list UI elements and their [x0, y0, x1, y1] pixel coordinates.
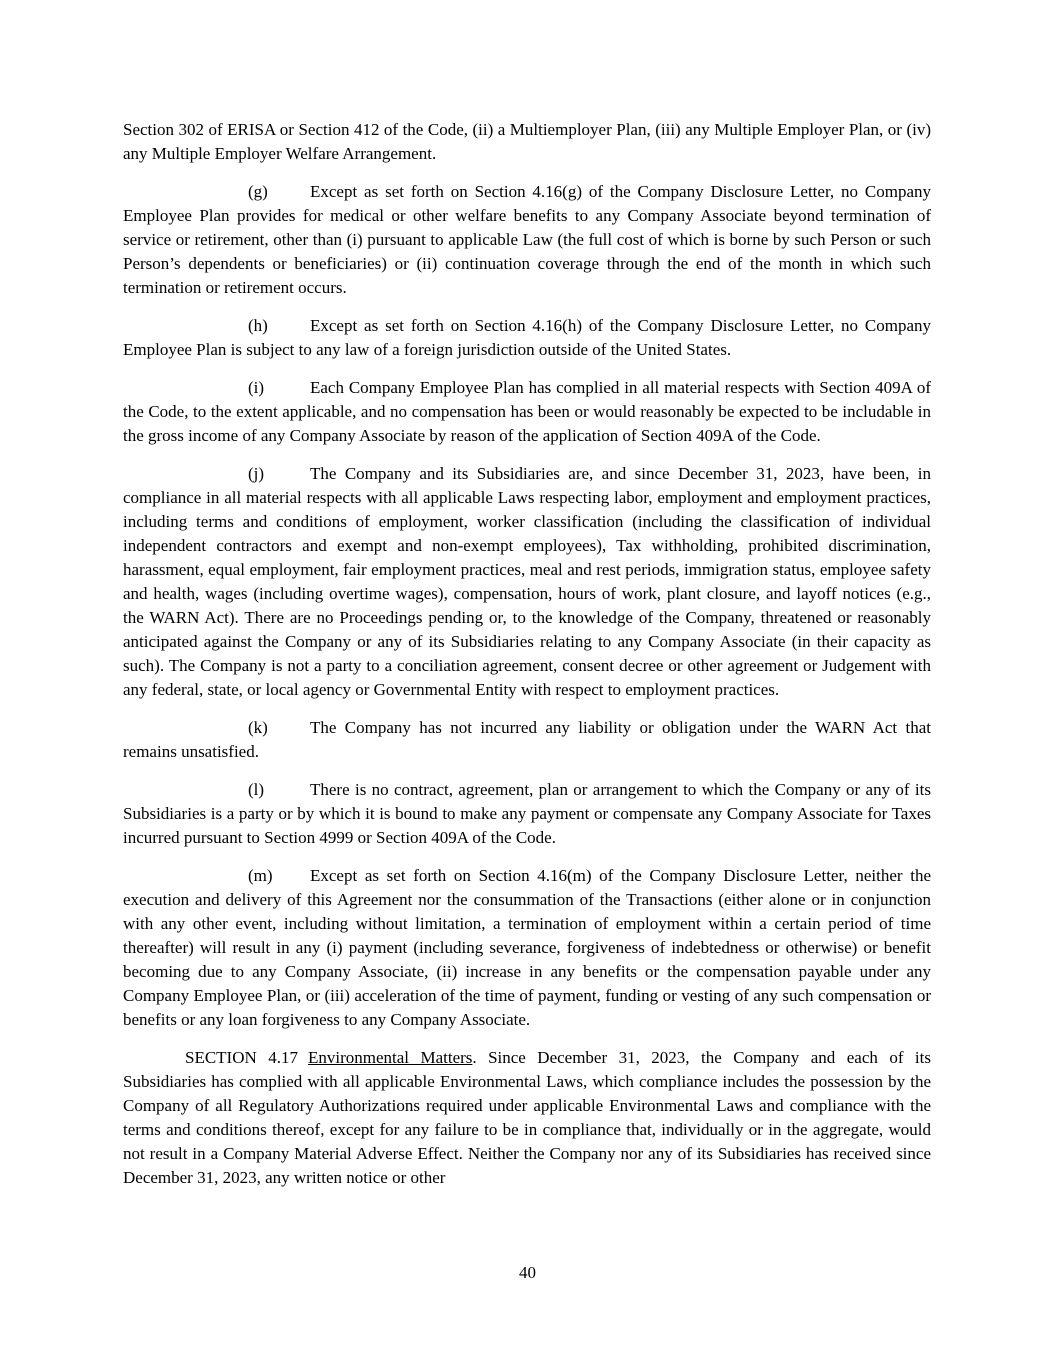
paragraph-text: Except as set forth on Section 4.16(m) of the Company Disclosure Letter, neither the execution and delivery of this Agreement nor the consummation of the Transactions (either alone or in conjunction with any other event, including without limitation, a termination of employment within a certain period of time thereafter) will result in any (i) payment (including severance, forgiveness of indebtedness or otherwise) or benefit becoming due to any Company Associate, (ii) increase in any benefits or the compensation payable under any Company Employee Plan, or (iii) acceleration of the time of payment, funding or vesting of any such compensation or benefits or any loan forgiveness to any Company Associate. — [123, 866, 931, 1029]
paragraph-text: The Company and its Subsidiaries are, and since December 31, 2023, have been, in compliance in all material respects with all applicable Laws respecting labor, employment and employment practices, including terms and conditions of employment, worker classification (including the classification of individual independent contractors and exempt and non-exempt employees), Tax withholding, prohibited discrimination, harassment, equal employment, fair employment practices, meal and rest periods, immigration status, employee safety and health, wages (including overtime wages), compensation, hours of work, plant closure, and layoff notices (e.g., the WARN Act). There are no Proceedings pending or, to the knowledge of the Company, threatened or reasonably anticipated against the Company or any of its Subsidiaries relating to any Company Associate (in their capacity as such). The Company is not a party to a conciliation agreement, consent decree or other agreement or Judgement with any federal, state, or local agency or Governmental Entity with respect to employment practices. — [123, 464, 931, 699]
paragraph-g — [123, 180, 931, 300]
section-heading: SECTION 4.17 — [185, 1048, 298, 1067]
section-title: Environmental Matters — [307, 1048, 473, 1067]
paragraph-label: (l) — [248, 780, 265, 799]
paragraph-i — [123, 376, 931, 448]
paragraph-text: Except as set forth on Section 4.16(h) of the Company Disclosure Letter, no Company Employee Plan is subject to any law of a foreign jurisdiction outside of the United States. — [123, 316, 931, 359]
paragraph-label: (i) — [248, 378, 265, 397]
paragraph-label: (j) — [248, 464, 265, 483]
paragraph-text: Each Company Employee Plan has complied in all material respects with Section 409A of the Code, to the extent applicable, and no compensation has been or would reasonably be expected to be includable in the gross income of any Company Associate by reason of the application of Section 409A of the Code. — [123, 378, 931, 445]
document-body — [123, 118, 931, 1204]
section-text: . Since December 31, 2023, the Company and each of its Subsidiaries has complied with all applicable Environmental Laws, which compliance includes the possession by the Company of all Regulatory Authorizations required under applicable Environmental Laws and compliance with the terms and conditions thereof, except for any failure to be in compliance that, individually or in the aggregate, would not result in a Company Material Adverse Effect. Neither the Company nor any of its Subsidiaries has received since December 31, 2023, any written notice or other — [123, 1048, 931, 1187]
paragraph-text: Section 302 of ERISA or Section 412 of the Code, (ii) a Multiemployer Plan, (iii) any Multiple Employer Plan, or (iv) any Multiple Employer Welfare Arrangement. — [123, 120, 931, 163]
paragraph-h — [123, 314, 931, 362]
paragraph-k — [123, 716, 931, 764]
paragraph-text: The Company has not incurred any liability or obligation under the WARN Act that remains unsatisfied. — [123, 718, 931, 761]
paragraph-continuation — [123, 118, 931, 166]
page-number: 40 — [519, 1263, 536, 1282]
paragraph-text: Except as set forth on Section 4.16(g) of the Company Disclosure Letter, no Company Employee Plan provides for medical or other welfare benefits to any Company Associate beyond termination of service or retirement, other than (i) pursuant to applicable Law (the full cost of which is borne by such Person or such Person’s dependents or beneficiaries) or (ii) continuation coverage through the end of the month in which such termination or retirement occurs. — [123, 182, 931, 297]
paragraph-text: There is no contract, agreement, plan or arrangement to which the Company or any of its Subsidiaries is a party or by which it is bound to make any payment or compensate any Company Associate for Taxes incurred pursuant to Section 4999 or Section 409A of the Code. — [123, 780, 931, 847]
section-4-17-paragraph — [123, 1046, 931, 1190]
paragraph-l — [123, 778, 931, 850]
paragraph-label: (k) — [248, 718, 268, 737]
paragraph-label: (m) — [248, 866, 273, 885]
paragraph-label: (g) — [248, 182, 268, 201]
paragraph-label: (h) — [248, 316, 268, 335]
paragraph-j — [123, 462, 931, 702]
paragraph-m — [123, 864, 931, 1032]
